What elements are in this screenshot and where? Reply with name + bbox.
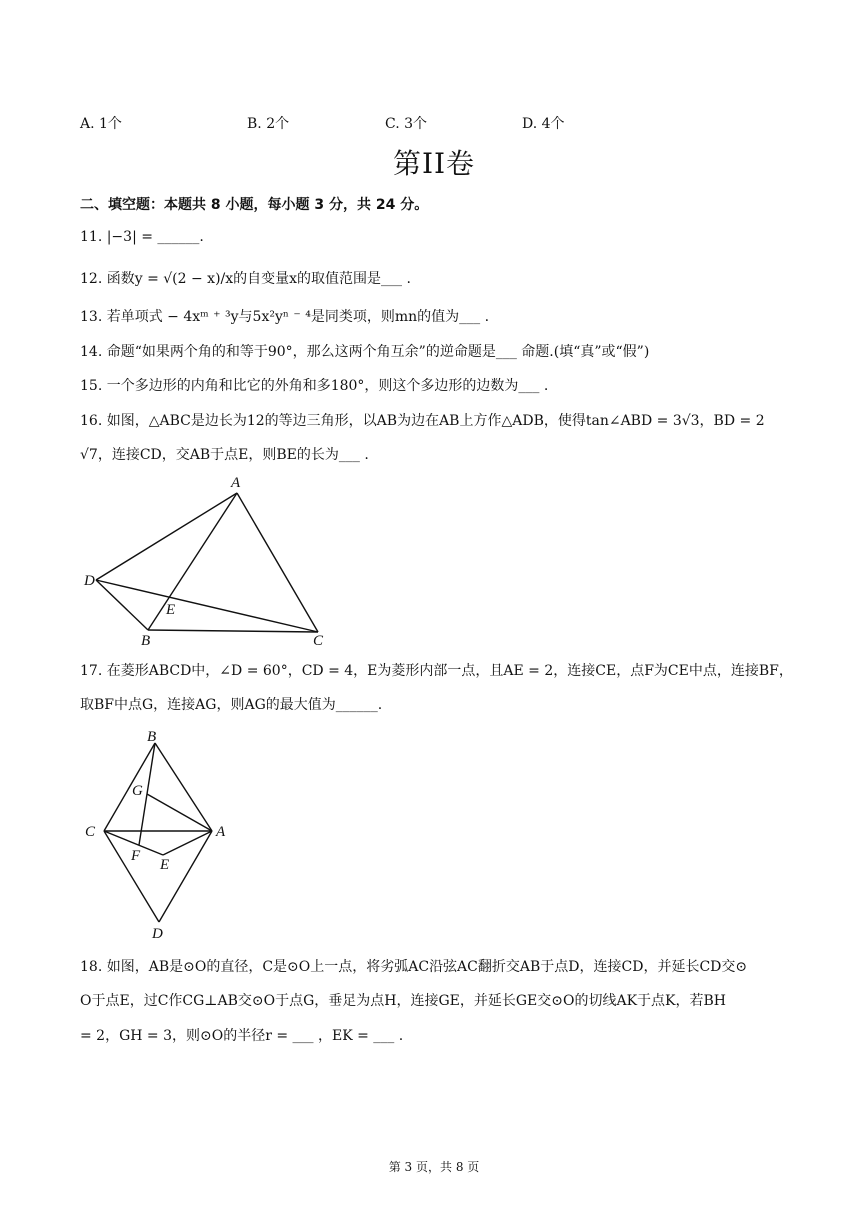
question-12: 12. 函数y = √(2 − x)/x的自变量x的取值范围是___ . [80, 271, 411, 287]
question-16-line2: √7，连接CD，交AB于点E，则BE的长为___ . [80, 447, 369, 463]
label-a: A [231, 475, 241, 491]
segment-ga [147, 794, 212, 831]
question-17-line1: 17. 在菱形ABCD中，∠D = 60°，CD = 4，E为菱形内部一点，且AE = 2，连接CE，点F为CE中点，连接BF， [80, 663, 793, 679]
label-a: A [216, 824, 226, 840]
label-b: B [141, 633, 151, 649]
label-d: D [84, 573, 95, 589]
figure-16 [78, 470, 348, 650]
question-13: 13. 若单项式 − 4xᵐ ⁺ ³y与5x²yⁿ ⁻ ⁴是同类项，则mn的值为___ . [80, 309, 490, 325]
question-16-line1: 16. 如图，△ABC是边长为12的等边三角形，以AB为边在AB上方作△ADB，使得tan∠ABD = 3√3，BD = 2 [80, 413, 765, 429]
question-18-line1: 18. 如图，AB是⊙O的直径，C是⊙O上一点，将劣弧AC沿弦AC翻折交AB于点D，连接CD，并延长CD交⊙ [80, 959, 748, 975]
question-18-line3: = 2，GH = 3，则⊙O的半径r = ___ ，EK = ___ . [80, 1028, 404, 1044]
segment-dc [96, 580, 318, 632]
section-heading: 二、填空题：本题共 8 小题，每小题 3 分，共 24 分。 [80, 197, 429, 213]
label-e: E [166, 602, 176, 618]
choice-a: A. 1个 [80, 116, 122, 132]
choice-d: D. 4个 [522, 116, 565, 132]
label-g: G [132, 783, 143, 799]
label-e: E [160, 857, 170, 873]
figure-17 [80, 722, 240, 947]
label-c: C [85, 824, 96, 840]
question-17-line2: 取BF中点G，连接AG，则AG的最大值为______. [80, 697, 383, 713]
side-cb [104, 743, 155, 831]
label-f: F [131, 848, 141, 864]
side-ba [155, 743, 212, 831]
label-b: B [147, 729, 157, 745]
segment-ca [237, 493, 318, 632]
segment-db [96, 580, 148, 630]
choice-b: B. 2个 [247, 116, 290, 132]
choice-c: C. 3个 [385, 116, 428, 132]
volume-title: 第II卷 [392, 147, 476, 180]
question-15: 15. 一个多边形的内角和比它的外角和多180°，则这个多边形的边数为___ . [80, 378, 549, 394]
segment-bc [148, 630, 318, 632]
side-dc [104, 831, 159, 922]
question-14: 14. 命题“如果两个角的和等于90°，那么这两个角互余”的逆命题是___ 命题.(填“真”或“假”) [80, 344, 650, 360]
question-11: 11. |−3| = ______. [80, 229, 204, 245]
segment-da [96, 493, 237, 580]
label-d: D [152, 926, 163, 942]
label-c: C [313, 633, 324, 649]
question-18-line2: O于点E，过C作CG⊥AB交⊙O于点G，垂足为点H，连接GE，并延长GE交⊙O的切线AK于点K，若BH [80, 993, 727, 1009]
page-footer: 第 3 页，共 8 页 [388, 1160, 480, 1174]
